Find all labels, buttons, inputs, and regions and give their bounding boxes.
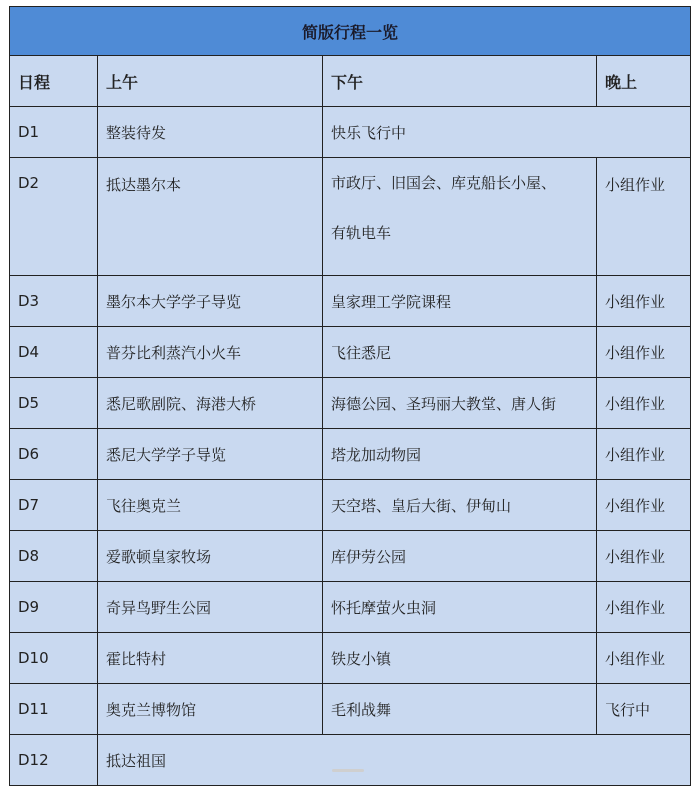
pm-cell: 皇家理工学院课程 — [323, 276, 597, 327]
table-row — [10, 107, 691, 158]
table-row — [10, 429, 691, 480]
table-row — [10, 480, 691, 531]
pm-cell: 铁皮小镇 — [323, 633, 597, 684]
am-cell: 悉尼歌剧院、海港大桥 — [98, 378, 323, 429]
evening-cell: 小组作业 — [597, 582, 691, 633]
am-cell: 抵达墨尔本 — [98, 158, 323, 276]
am-cell: 奇异鸟野生公园 — [98, 582, 323, 633]
day-cell: D8 — [10, 531, 98, 582]
evening-cell: 小组作业 — [597, 531, 691, 582]
table-title: 简版行程一览 — [10, 7, 691, 56]
table-row — [10, 633, 691, 684]
day-cell: D6 — [10, 429, 98, 480]
header-am: 上午 — [98, 56, 323, 107]
header-evening: 晚上 — [597, 56, 691, 107]
day-cell: D1 — [10, 107, 98, 158]
am-cell: 奥克兰博物馆 — [98, 684, 323, 735]
am-cell: 飞往奥克兰 — [98, 480, 323, 531]
evening-cell: 小组作业 — [597, 327, 691, 378]
pm-line: 有轨电车 — [331, 224, 392, 242]
table-row — [10, 582, 691, 633]
evening-cell: 小组作业 — [597, 378, 691, 429]
table-row — [10, 158, 691, 276]
table-row — [10, 276, 691, 327]
evening-cell: 小组作业 — [597, 633, 691, 684]
pm-cell: 海德公园、圣玛丽大教堂、唐人街 — [323, 378, 597, 429]
am-cell: 抵达祖国 — [98, 735, 691, 786]
pm-cell: 怀托摩萤火虫洞 — [323, 582, 597, 633]
am-cell: 整装待发 — [98, 107, 323, 158]
am-cell: 普芬比利蒸汽小火车 — [98, 327, 323, 378]
am-cell: 悉尼大学学子导览 — [98, 429, 323, 480]
day-cell: D9 — [10, 582, 98, 633]
pm-cell: 天空塔、皇后大街、伊甸山 — [323, 480, 597, 531]
evening-cell: 小组作业 — [597, 429, 691, 480]
table-row — [10, 327, 691, 378]
day-cell: D12 — [10, 735, 98, 786]
table-row — [10, 378, 691, 429]
header-row — [10, 56, 691, 107]
day-cell: D4 — [10, 327, 98, 378]
day-cell: D5 — [10, 378, 98, 429]
pm-cell: 毛利战舞 — [323, 684, 597, 735]
day-cell: D10 — [10, 633, 98, 684]
header-day: 日程 — [10, 56, 98, 107]
itinerary-table-container — [9, 6, 690, 786]
table-row — [10, 684, 691, 735]
day-cell: D7 — [10, 480, 98, 531]
am-cell: 爱歌顿皇家牧场 — [98, 531, 323, 582]
evening-cell: 小组作业 — [597, 158, 691, 276]
day-cell: D11 — [10, 684, 98, 735]
pm-cell — [323, 158, 597, 276]
pm-cell: 飞往悉尼 — [323, 327, 597, 378]
day-cell: D3 — [10, 276, 98, 327]
am-cell: 墨尔本大学学子导览 — [98, 276, 323, 327]
scroll-indicator[interactable] — [332, 769, 364, 772]
pm-line: 市政厅、旧国会、库克船长小屋、 — [331, 174, 557, 192]
pm-cell: 塔龙加动物园 — [323, 429, 597, 480]
table-row — [10, 735, 691, 786]
header-pm: 下午 — [323, 56, 597, 107]
pm-cell: 快乐飞行中 — [323, 107, 691, 158]
itinerary-table — [9, 6, 691, 786]
day-cell: D2 — [10, 158, 98, 276]
table-row — [10, 531, 691, 582]
evening-cell: 小组作业 — [597, 480, 691, 531]
am-cell: 霍比特村 — [98, 633, 323, 684]
pm-cell: 库伊劳公园 — [323, 531, 597, 582]
evening-cell: 飞行中 — [597, 684, 691, 735]
evening-cell: 小组作业 — [597, 276, 691, 327]
